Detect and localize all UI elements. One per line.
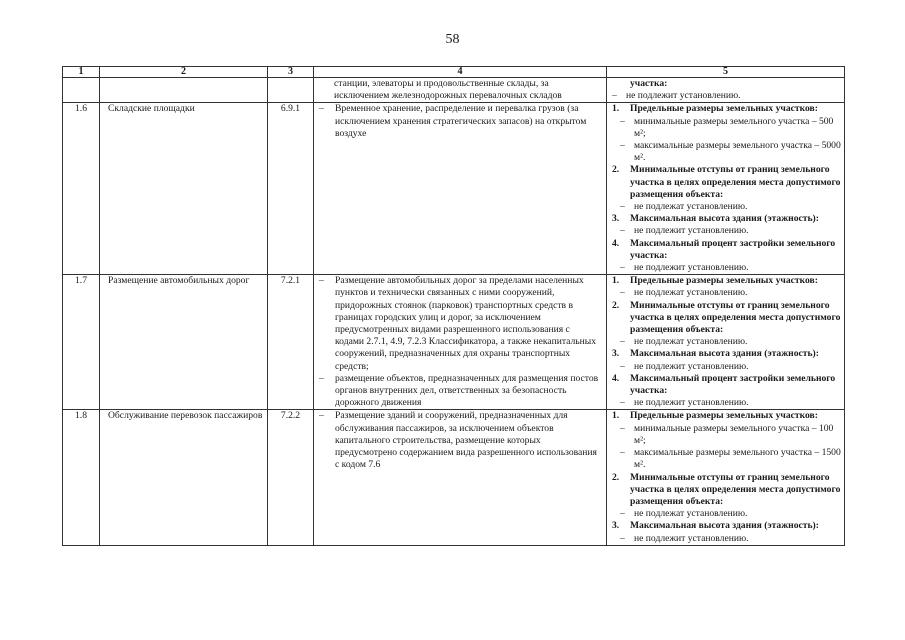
param-title: Максимальная высота здания (этажность): [630, 348, 819, 360]
table-row [63, 410, 845, 545]
param-value [612, 336, 841, 348]
param-value [612, 533, 841, 545]
param-number: 2. [612, 471, 620, 483]
description-item [317, 373, 600, 410]
param-heading [612, 348, 841, 360]
dash-marker: – [620, 201, 625, 213]
table-header-row [63, 67, 845, 78]
dash-marker: – [620, 447, 625, 459]
param-value [612, 140, 841, 164]
row-descriptions [314, 103, 607, 275]
param-number: 3. [612, 348, 620, 360]
dash-marker: – [620, 422, 625, 434]
header-col-4: 4 [314, 67, 607, 78]
param-heading [612, 213, 841, 225]
description-text: Размещение зданий и сооружений, предназначенных для обслуживания пассажиров, за исключением объектов капитального строительства, размещение которых предусмотрено содержанием вида разрешенного использования с кодом 7.6 [335, 410, 597, 471]
param-value [612, 116, 841, 140]
param-heading [612, 238, 841, 262]
param-value-text: минимальные размеры земельного участка – 500 м²; [634, 115, 834, 139]
param-value [612, 447, 841, 471]
regulations-table [62, 66, 845, 546]
row-params [607, 410, 845, 545]
row-number: 1.7 [63, 275, 100, 410]
param-title: Минимальные отступы от границ земельного участка в целях определения места допустимого размещения объекта: [630, 164, 841, 200]
param-heading [612, 164, 841, 201]
continuation-row [63, 78, 845, 103]
description-item [317, 103, 600, 140]
description-text: Размещение автомобильных дорог за пределами населенных пунктов и технически связанных с ними сооружений, придорожных стоянок (парковок) транспортных средств в границах городских улиц и дорог, за исключением предусмотренных видами разрешенного использования с кодами 2.7.1, 4.9, 7.2.3 Классификатора, а также некапитальных сооружений, предназначенных для охраны транспортных средств; [335, 275, 597, 372]
row-params [607, 275, 845, 410]
header-col-3: 3 [268, 67, 314, 78]
param-number: 2. [612, 299, 620, 311]
header-col-1: 1 [63, 67, 100, 78]
param-title: Минимальные отступы от границ земельного участка в целях определения места допустимого размещения объекта: [630, 471, 841, 507]
param-number: 1. [612, 410, 620, 422]
dash-marker: – [620, 115, 625, 127]
param-value [612, 201, 841, 213]
dash-marker: – [620, 287, 625, 299]
param-number: 1. [612, 275, 620, 287]
continuation-line-2-wrap: – не подлежит установлению. [612, 90, 841, 102]
row-name: Размещение автомобильных дорог [100, 275, 268, 410]
param-number: 4. [612, 372, 620, 384]
continuation-line-1: участка: [630, 78, 668, 89]
param-heading [612, 373, 841, 397]
param-heading [612, 103, 841, 115]
page-number: 58 [445, 32, 460, 47]
param-value [612, 508, 841, 520]
dash-marker: – [620, 262, 625, 274]
param-value [612, 262, 841, 274]
param-heading [612, 472, 841, 509]
param-title: Максимальная высота здания (этажность): [630, 213, 819, 225]
param-title: Максимальная высота здания (этажность): [630, 520, 819, 532]
table-row [63, 275, 845, 410]
dash-marker: – [620, 397, 625, 409]
continuation-params [607, 78, 845, 103]
dash-marker: – [319, 275, 324, 287]
param-number: 3. [612, 520, 620, 532]
row-name: Обслуживание перевозок пассажиров [100, 410, 268, 545]
dash-marker: – [620, 140, 625, 152]
param-value-text: не подлежат установлению. [634, 336, 748, 348]
dash-marker: – [620, 532, 625, 544]
param-value [612, 287, 841, 299]
param-value-text: минимальные размеры земельного участка – 100 м²; [634, 422, 834, 446]
row-code: 6.9.1 [268, 103, 314, 275]
dash-marker: – [319, 410, 324, 422]
param-value [612, 423, 841, 447]
row-number: 1.8 [63, 410, 100, 545]
param-number: 3. [612, 213, 620, 225]
dash-marker: – [319, 372, 324, 384]
param-value [612, 361, 841, 373]
description-item [317, 410, 600, 471]
param-title: Максимальный процент застройки земельного участка: [630, 237, 836, 261]
row-descriptions [314, 275, 607, 410]
description-item [317, 275, 600, 373]
dash-marker: – [319, 103, 324, 115]
row-descriptions [314, 410, 607, 545]
param-value-text: не подлежит установлению. [634, 225, 749, 237]
param-value-text: не подлежит установлению. [634, 360, 749, 372]
param-title: Минимальные отступы от границ земельного участка в целях определения места допустимого размещения объекта: [630, 299, 841, 336]
param-value-text: не подлежат установлению. [634, 287, 748, 299]
table-rows [63, 103, 845, 545]
param-title: Предельные размеры земельных участков: [630, 275, 818, 287]
param-value-text: не подлежит установлению. [634, 262, 749, 274]
param-title: Максимальный процент застройки земельного участка: [630, 372, 836, 397]
continuation-line-2: не подлежит установлению. [626, 90, 741, 102]
param-value-text: не подлежат установлению. [634, 201, 748, 213]
param-number: 1. [612, 103, 620, 115]
param-title: Предельные размеры земельных участков: [630, 103, 818, 115]
param-value-text: максимальные размеры земельного участка – 5000 м². [634, 140, 841, 164]
dash-marker: – [620, 336, 625, 348]
dash-marker: – [620, 225, 625, 237]
param-number: 2. [612, 164, 620, 176]
param-value-text: не подлежит установлению. [634, 532, 749, 544]
header-col-5: 5 [607, 67, 845, 78]
param-value-text: не подлежит установлению. [634, 397, 749, 409]
param-value-text: максимальные размеры земельного участка – 1500 м². [634, 447, 841, 471]
table-row [63, 103, 845, 275]
description-text: Временное хранение, распределение и перевалка грузов (за исключением хранения стратегических запасов) на открытом воздухе [335, 103, 587, 139]
description-text: размещение объектов, предназначенных для размещения постов органов внутренних дел, ответственных за безопасность дорожного движения [335, 372, 599, 409]
row-code: 7.2.1 [268, 275, 314, 410]
param-value [612, 225, 841, 237]
row-code: 7.2.2 [268, 410, 314, 545]
dash-marker: – [620, 360, 625, 372]
header-col-2: 2 [100, 67, 268, 78]
row-number: 1.6 [63, 103, 100, 275]
continuation-description: станции, элеваторы и продовольственные склады, за исключением железнодорожных перевалочных складов [314, 78, 607, 103]
param-heading [612, 410, 841, 422]
param-title: Предельные размеры земельных участков: [630, 410, 818, 422]
row-params [607, 103, 845, 275]
param-number: 4. [612, 237, 620, 249]
param-value-text: не подлежат установлению. [634, 508, 748, 520]
dash-marker: – [620, 508, 625, 520]
param-heading [612, 275, 841, 287]
row-name: Складские площадки [100, 103, 268, 275]
param-heading [612, 300, 841, 337]
param-value [612, 397, 841, 409]
param-heading [612, 520, 841, 532]
